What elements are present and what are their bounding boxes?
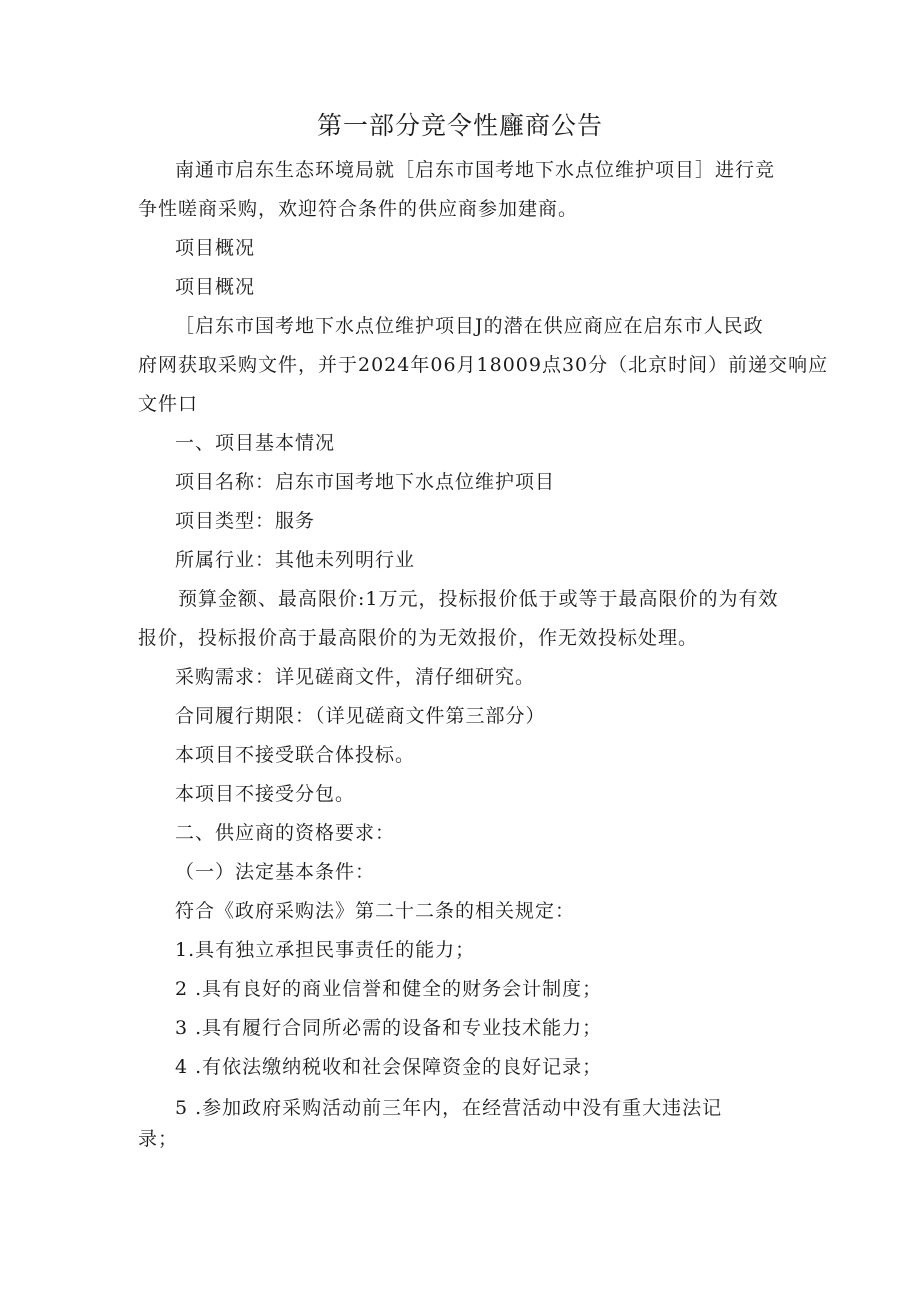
section-heading: 一、项目基本情况 — [175, 432, 336, 454]
list-item: 3 .具有履行合同所必需的设备和专业技术能力； — [175, 1017, 603, 1039]
list-item: 1.具有独立承担民事责任的能力； — [175, 939, 476, 961]
paragraph-line: 项目类型：服务 — [175, 510, 316, 532]
page-title: 第一部分竞令性廱商公告 — [316, 111, 603, 140]
paragraph-line: 南通市启东生态环境局就［启东市国考地下水点位维护项目］进行竞 — [175, 159, 776, 181]
paragraph-line: 报价，投标报价高于最高限价的为无效报价，作无效投标处理。 — [138, 627, 699, 649]
section-heading: 项目概况 — [175, 237, 256, 259]
list-item-continuation: 录； — [138, 1128, 179, 1150]
paragraph-line: 所属行业：其他未列明行业 — [175, 549, 416, 571]
paragraph-line: 本项目不接受联合体投标。 — [175, 744, 416, 766]
section-heading: 二、供应商的资格要求： — [175, 822, 396, 844]
paragraph-line: 合同履行期限：（详见磋商文件第三部分） — [175, 705, 546, 727]
list-item: 5 .参加政府采购活动前三年内，在经营活动中没有重大违法记 — [175, 1097, 723, 1119]
subsection-heading: （一）法定基本条件： — [175, 861, 376, 883]
list-item: 2 .具有良好的商业信誉和健全的财务会计制度； — [175, 978, 603, 1000]
section-heading: 项目概况 — [175, 276, 256, 298]
paragraph-line: 本项目不接受分包。 — [175, 783, 356, 805]
paragraph-line: 采购需求：详见磋商文件，清仔细研究。 — [175, 666, 536, 688]
paragraph-line: 府网获取采购文件，并于2024年06月18009点30分（北京时间）前递交响应 — [138, 354, 829, 376]
paragraph-line: ［启东市国考地下水点位维护项目J的潜在供应商应在启东市人民政 — [175, 315, 764, 337]
list-item: 4 .有依法缴纳税收和社会保障资金的良好记录； — [175, 1056, 603, 1078]
paragraph-line: 争性嗟商采购，欢迎符合条件的供应商参加建商。 — [138, 198, 579, 220]
paragraph-line: 文件口 — [138, 393, 199, 415]
paragraph-line: 预算金额、最高限价:1万元，投标报价低于或等于最高限价的为有效 — [178, 588, 779, 610]
paragraph-line: 项目名称：启东市国考地下水点位维护项目 — [175, 471, 556, 493]
paragraph-line: 符合《政府采购法》第二十二条的相关规定： — [175, 900, 576, 922]
